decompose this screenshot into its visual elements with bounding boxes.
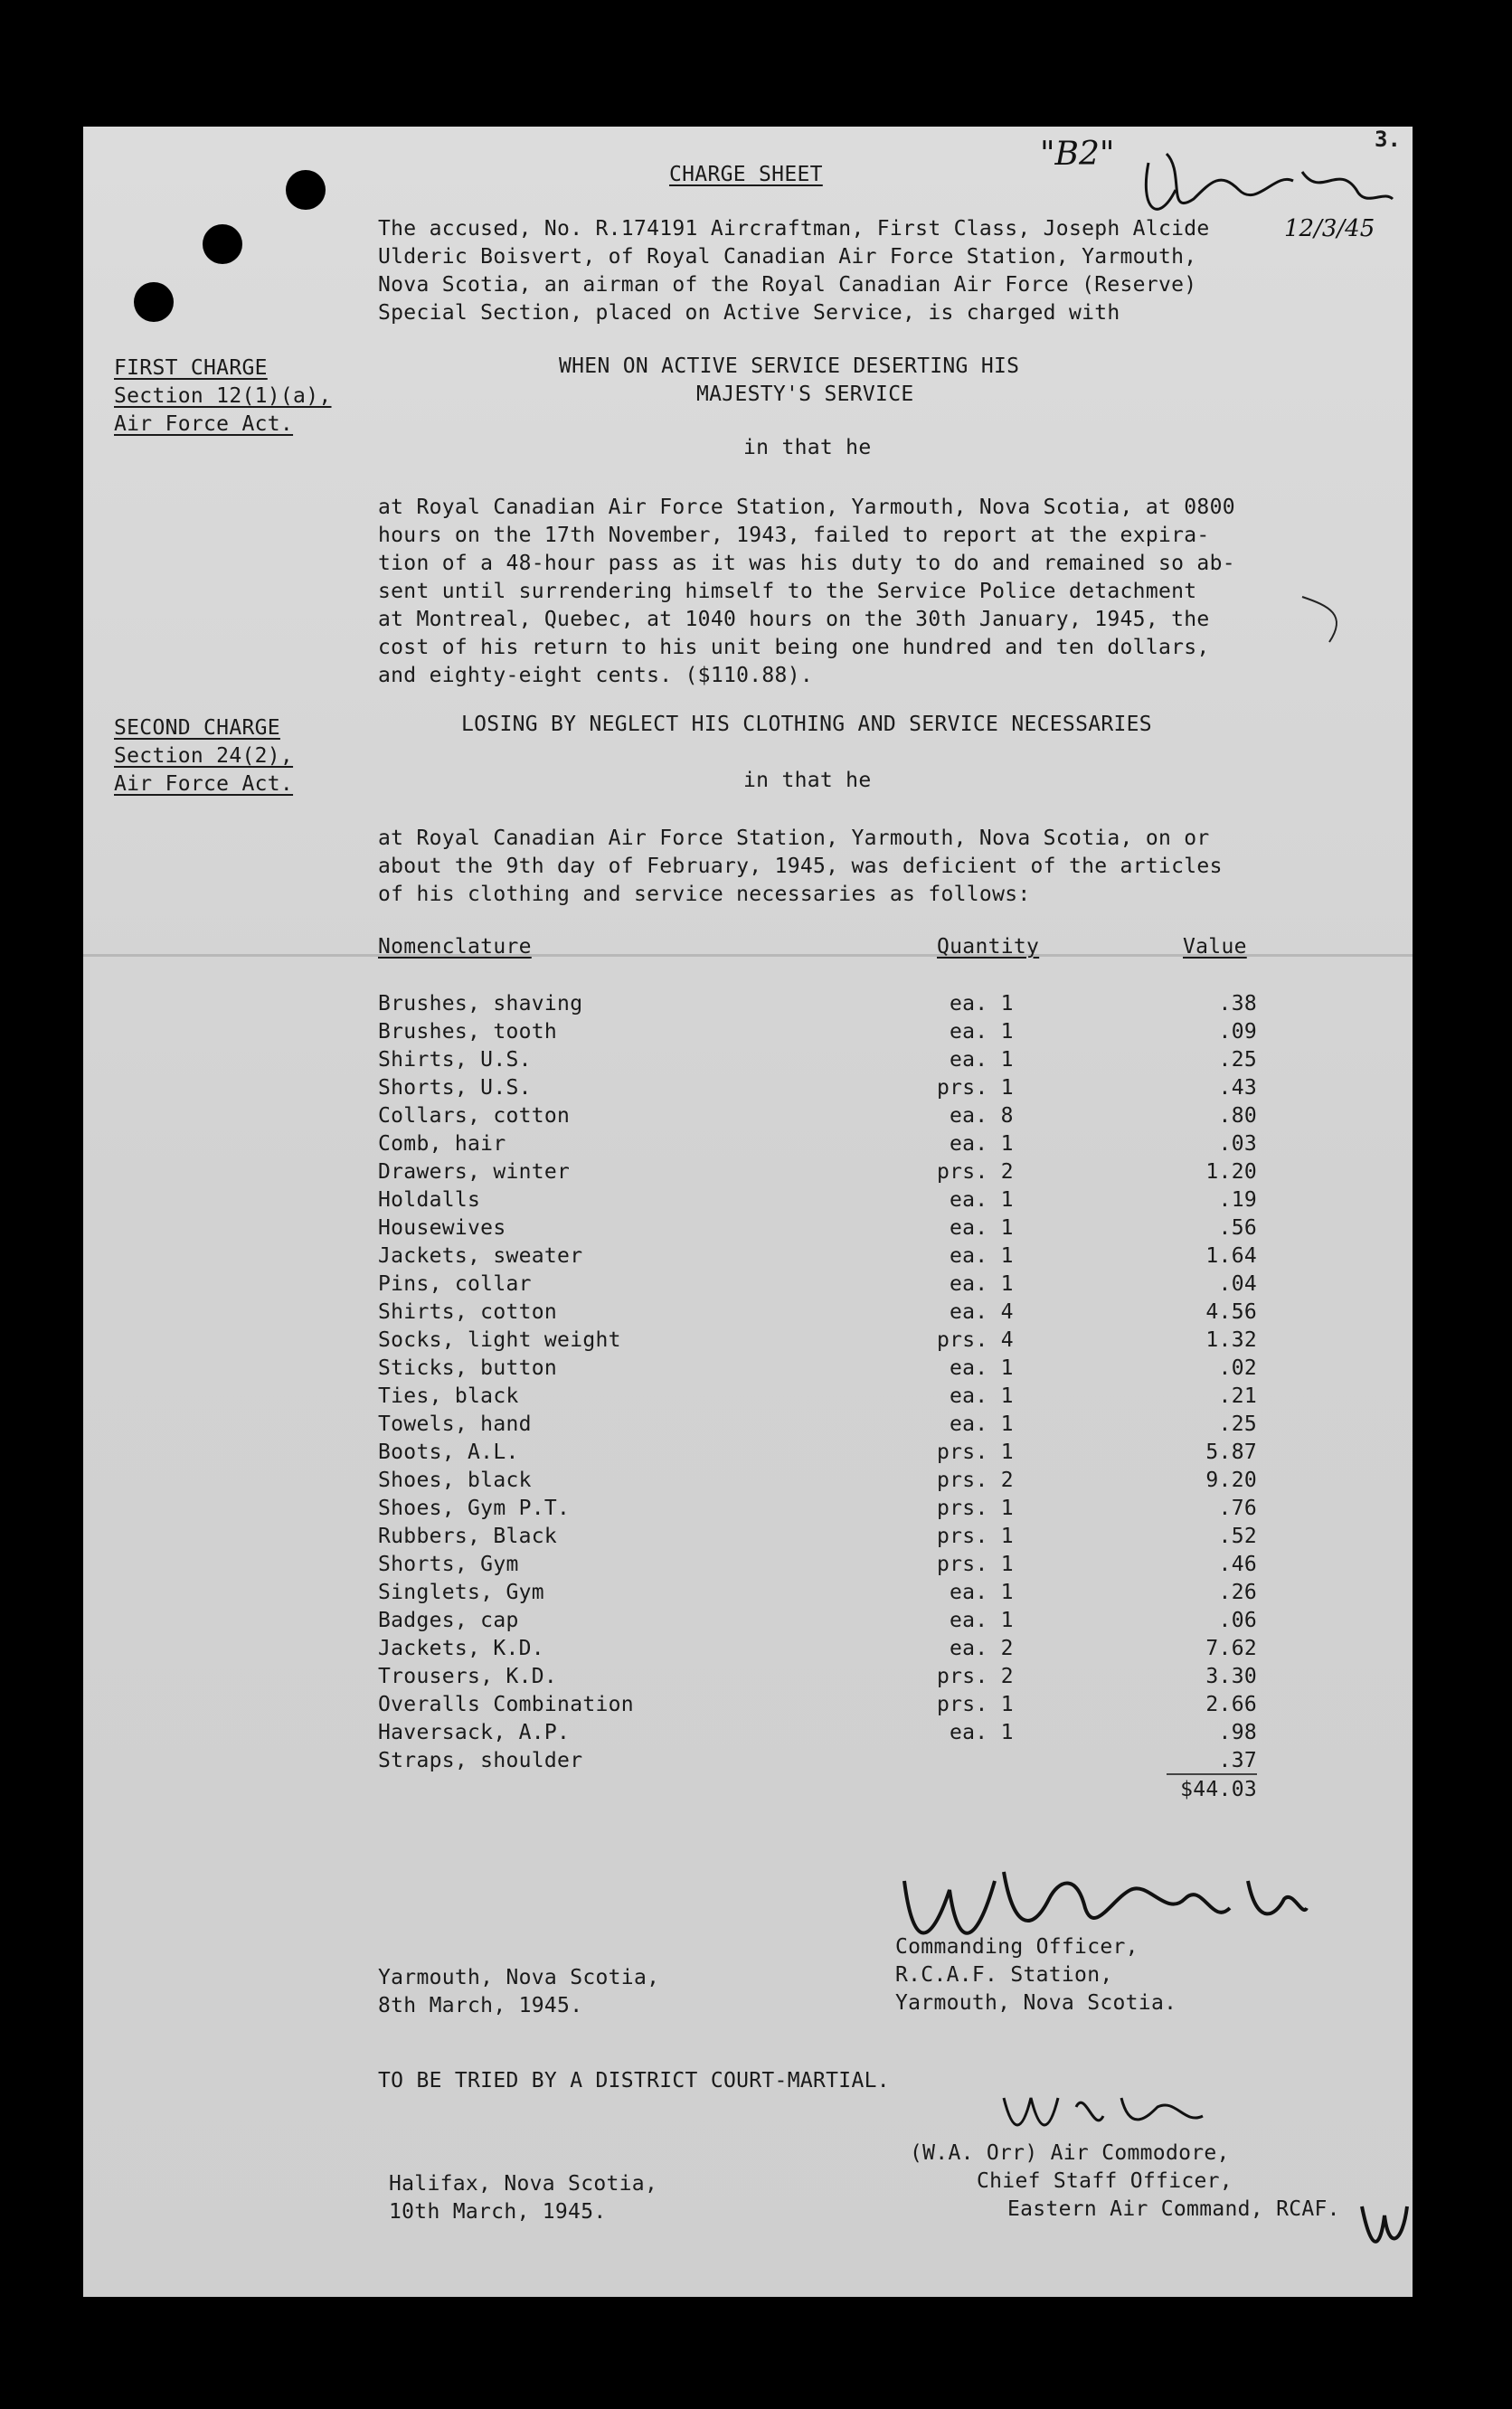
item-value: 1.20 bbox=[1205, 1160, 1257, 1184]
item-qty: prs. 1 bbox=[937, 1693, 1014, 1716]
item-name: Shorts, U.S. bbox=[378, 1076, 532, 1100]
second-charge-body-line: of his clothing and service necessaries as follows: bbox=[378, 883, 1031, 906]
item-qty: ea. 1 bbox=[950, 1048, 1014, 1072]
intro-line: Nova Scotia, an airman of the Royal Canadian Air Force (Reserve) bbox=[378, 273, 1197, 297]
handwritten-initials-bottom bbox=[1353, 2188, 1416, 2261]
item-name: Badges, cap bbox=[378, 1609, 519, 1632]
co-block-line: Yarmouth, Nova Scotia. bbox=[895, 1991, 1177, 2015]
item-value: .25 bbox=[1218, 1412, 1257, 1436]
item-name: Jackets, K.D. bbox=[378, 1637, 544, 1660]
cso-block-line: Eastern Air Command, RCAF. bbox=[1007, 2197, 1340, 2221]
item-value: 4.56 bbox=[1205, 1300, 1257, 1324]
item-name: Rubbers, Black bbox=[378, 1525, 558, 1548]
place-date-yarmouth: Yarmouth, Nova Scotia, bbox=[378, 1966, 660, 1989]
second-charge-label: Air Force Act. bbox=[114, 772, 294, 796]
first-charge-title: MAJESTY'S SERVICE bbox=[696, 383, 914, 406]
item-qty: ea. 1 bbox=[950, 1216, 1014, 1240]
first-charge-label: Air Force Act. bbox=[114, 412, 294, 436]
intro-line: Ulderic Boisvert, of Royal Canadian Air Force Station, Yarmouth, bbox=[378, 245, 1197, 269]
place-date-halifax: Halifax, Nova Scotia, bbox=[389, 2172, 658, 2196]
item-name: Ties, black bbox=[378, 1384, 519, 1408]
item-qty: prs. 2 bbox=[937, 1665, 1014, 1688]
item-qty: prs. 1 bbox=[937, 1553, 1014, 1576]
item-qty: prs. 2 bbox=[937, 1160, 1014, 1184]
table-header-quantity: Quantity bbox=[937, 935, 1040, 959]
item-value: .19 bbox=[1218, 1188, 1257, 1212]
intro-line: Special Section, placed on Active Service, is charged with bbox=[378, 301, 1120, 325]
item-qty: ea. 1 bbox=[950, 1244, 1014, 1268]
item-name: Shoes, Gym P.T. bbox=[378, 1497, 571, 1520]
item-value: .03 bbox=[1218, 1132, 1257, 1156]
item-value: .04 bbox=[1218, 1272, 1257, 1296]
first-charge-body-line: and eighty-eight cents. ($110.88). bbox=[378, 664, 814, 687]
item-qty: prs. 1 bbox=[937, 1441, 1014, 1464]
item-qty: ea. 1 bbox=[950, 1356, 1014, 1380]
first-charge-body-line: cost of his return to his unit being one hundred and ten dollars, bbox=[378, 636, 1210, 659]
item-qty: ea. 2 bbox=[950, 1637, 1014, 1660]
item-name: Brushes, tooth bbox=[378, 1020, 558, 1044]
handwritten-date: 12/3/45 bbox=[1284, 215, 1375, 242]
item-value: .21 bbox=[1218, 1384, 1257, 1408]
item-value: .52 bbox=[1218, 1525, 1257, 1548]
page-number: 3. bbox=[1375, 127, 1401, 152]
item-qty: ea. 1 bbox=[950, 1020, 1014, 1044]
item-qty: ea. 4 bbox=[950, 1300, 1014, 1324]
item-value: .25 bbox=[1218, 1048, 1257, 1072]
table-header-value: Value bbox=[1183, 935, 1247, 959]
punch-hole bbox=[134, 282, 174, 322]
trial-order: TO BE TRIED BY A DISTRICT COURT-MARTIAL. bbox=[378, 2069, 890, 2093]
item-name: Brushes, shaving bbox=[378, 992, 583, 1016]
item-name: Overalls Combination bbox=[378, 1693, 634, 1716]
item-name: Shoes, black bbox=[378, 1469, 532, 1492]
item-name: Comb, hair bbox=[378, 1132, 506, 1156]
item-value: .26 bbox=[1218, 1581, 1257, 1604]
item-value: .02 bbox=[1218, 1356, 1257, 1380]
first-charge-title: WHEN ON ACTIVE SERVICE DESERTING HIS bbox=[559, 354, 1020, 378]
item-value: .46 bbox=[1218, 1553, 1257, 1576]
item-qty: ea. 1 bbox=[950, 1412, 1014, 1436]
cso-block-line: (W.A. Orr) Air Commodore, bbox=[910, 2141, 1230, 2165]
item-name: Jackets, sweater bbox=[378, 1244, 583, 1268]
second-charge-label: Section 24(2), bbox=[114, 744, 294, 768]
second-charge-body-line: about the 9th day of February, 1945, was deficient of the articles bbox=[378, 855, 1223, 878]
item-name: Drawers, winter bbox=[378, 1160, 571, 1184]
item-name: Collars, cotton bbox=[378, 1104, 571, 1128]
handwritten-annotation: "B2" bbox=[1040, 136, 1115, 173]
item-qty: prs. 4 bbox=[937, 1328, 1014, 1352]
item-qty: prs. 2 bbox=[937, 1469, 1014, 1492]
item-qty: ea. 1 bbox=[950, 1272, 1014, 1296]
item-value: 1.64 bbox=[1205, 1244, 1257, 1268]
item-value: 7.62 bbox=[1205, 1637, 1257, 1660]
first-charge-body-line: tion of a 48-hour pass as it was his duty to do and remained so ab- bbox=[378, 552, 1235, 575]
item-qty: prs. 1 bbox=[937, 1525, 1014, 1548]
item-name: Shirts, cotton bbox=[378, 1300, 558, 1324]
item-value: 2.66 bbox=[1205, 1693, 1257, 1716]
first-charge-label: FIRST CHARGE bbox=[114, 356, 268, 380]
item-name: Straps, shoulder bbox=[378, 1749, 583, 1772]
first-charge-body-line: at Royal Canadian Air Force Station, Yarmouth, Nova Scotia, at 0800 bbox=[378, 496, 1235, 519]
item-value: .38 bbox=[1218, 992, 1257, 1016]
second-charge-in-that: in that he bbox=[743, 769, 872, 792]
first-charge-in-that: in that he bbox=[743, 436, 872, 459]
first-charge-label: Section 12(1)(a), bbox=[114, 384, 332, 408]
table-total: $44.03 bbox=[1180, 1778, 1257, 1801]
item-value: 3.30 bbox=[1205, 1665, 1257, 1688]
first-charge-body-line: sent until surrendering himself to the Service Police detachment bbox=[378, 580, 1197, 603]
item-value: 5.87 bbox=[1205, 1441, 1257, 1464]
punch-hole bbox=[203, 224, 242, 264]
item-qty: prs. 1 bbox=[937, 1076, 1014, 1100]
item-qty: ea. 1 bbox=[950, 1384, 1014, 1408]
item-qty: ea. 1 bbox=[950, 1188, 1014, 1212]
item-qty: ea. 1 bbox=[950, 1609, 1014, 1632]
item-name: Socks, light weight bbox=[378, 1328, 621, 1352]
document-title: CHARGE SHEET bbox=[669, 163, 823, 186]
item-value: 1.32 bbox=[1205, 1328, 1257, 1352]
intro-line: The accused, No. R.174191 Aircraftman, First Class, Joseph Alcide bbox=[378, 217, 1210, 241]
item-name: Singlets, Gym bbox=[378, 1581, 544, 1604]
item-value: .43 bbox=[1218, 1076, 1257, 1100]
item-value: .06 bbox=[1218, 1609, 1257, 1632]
item-name: Haversack, A.P. bbox=[378, 1721, 571, 1744]
item-name: Trousers, K.D. bbox=[378, 1665, 558, 1688]
item-qty: ea. 8 bbox=[950, 1104, 1014, 1128]
item-qty: ea. 1 bbox=[950, 992, 1014, 1016]
first-charge-body-line: at Montreal, Quebec, at 1040 hours on the 30th January, 1945, the bbox=[378, 608, 1210, 631]
item-name: Towels, hand bbox=[378, 1412, 532, 1436]
co-block-line: R.C.A.F. Station, bbox=[895, 1963, 1113, 1987]
item-name: Housewives bbox=[378, 1216, 506, 1240]
item-value: .37 bbox=[1218, 1749, 1257, 1772]
item-qty: ea. 1 bbox=[950, 1581, 1014, 1604]
second-charge-title: LOSING BY NEGLECT HIS CLOTHING AND SERVICE NECESSARIES bbox=[461, 713, 1152, 736]
item-name: Sticks, button bbox=[378, 1356, 558, 1380]
place-date-halifax: 10th March, 1945. bbox=[389, 2200, 607, 2224]
place-date-yarmouth: 8th March, 1945. bbox=[378, 1994, 583, 2017]
item-value: 9.20 bbox=[1205, 1469, 1257, 1492]
item-qty: ea. 1 bbox=[950, 1132, 1014, 1156]
second-charge-body-line: at Royal Canadian Air Force Station, Yarmouth, Nova Scotia, on or bbox=[378, 827, 1210, 850]
item-value: .56 bbox=[1218, 1216, 1257, 1240]
item-name: Holdalls bbox=[378, 1188, 481, 1212]
margin-check-mark bbox=[1293, 579, 1366, 651]
item-name: Boots, A.L. bbox=[378, 1441, 519, 1464]
chief-staff-officer-signature bbox=[995, 2080, 1212, 2143]
item-qty: prs. 1 bbox=[937, 1497, 1014, 1520]
co-block-line: Commanding Officer, bbox=[895, 1935, 1139, 1959]
item-qty: ea. 1 bbox=[950, 1721, 1014, 1744]
item-value: .98 bbox=[1218, 1721, 1257, 1744]
item-name: Pins, collar bbox=[378, 1272, 532, 1296]
item-value: .76 bbox=[1218, 1497, 1257, 1520]
first-charge-body-line: hours on the 17th November, 1943, failed to report at the expira- bbox=[378, 524, 1210, 547]
cso-block-line: Chief Staff Officer, bbox=[977, 2169, 1233, 2193]
total-rule bbox=[1167, 1773, 1257, 1775]
item-value: .80 bbox=[1218, 1104, 1257, 1128]
punch-hole bbox=[286, 170, 326, 210]
second-charge-label: SECOND CHARGE bbox=[114, 716, 280, 740]
item-name: Shorts, Gym bbox=[378, 1553, 519, 1576]
table-header-nomenclature: Nomenclature bbox=[378, 935, 532, 959]
item-value: .09 bbox=[1218, 1020, 1257, 1044]
item-name: Shirts, U.S. bbox=[378, 1048, 532, 1072]
